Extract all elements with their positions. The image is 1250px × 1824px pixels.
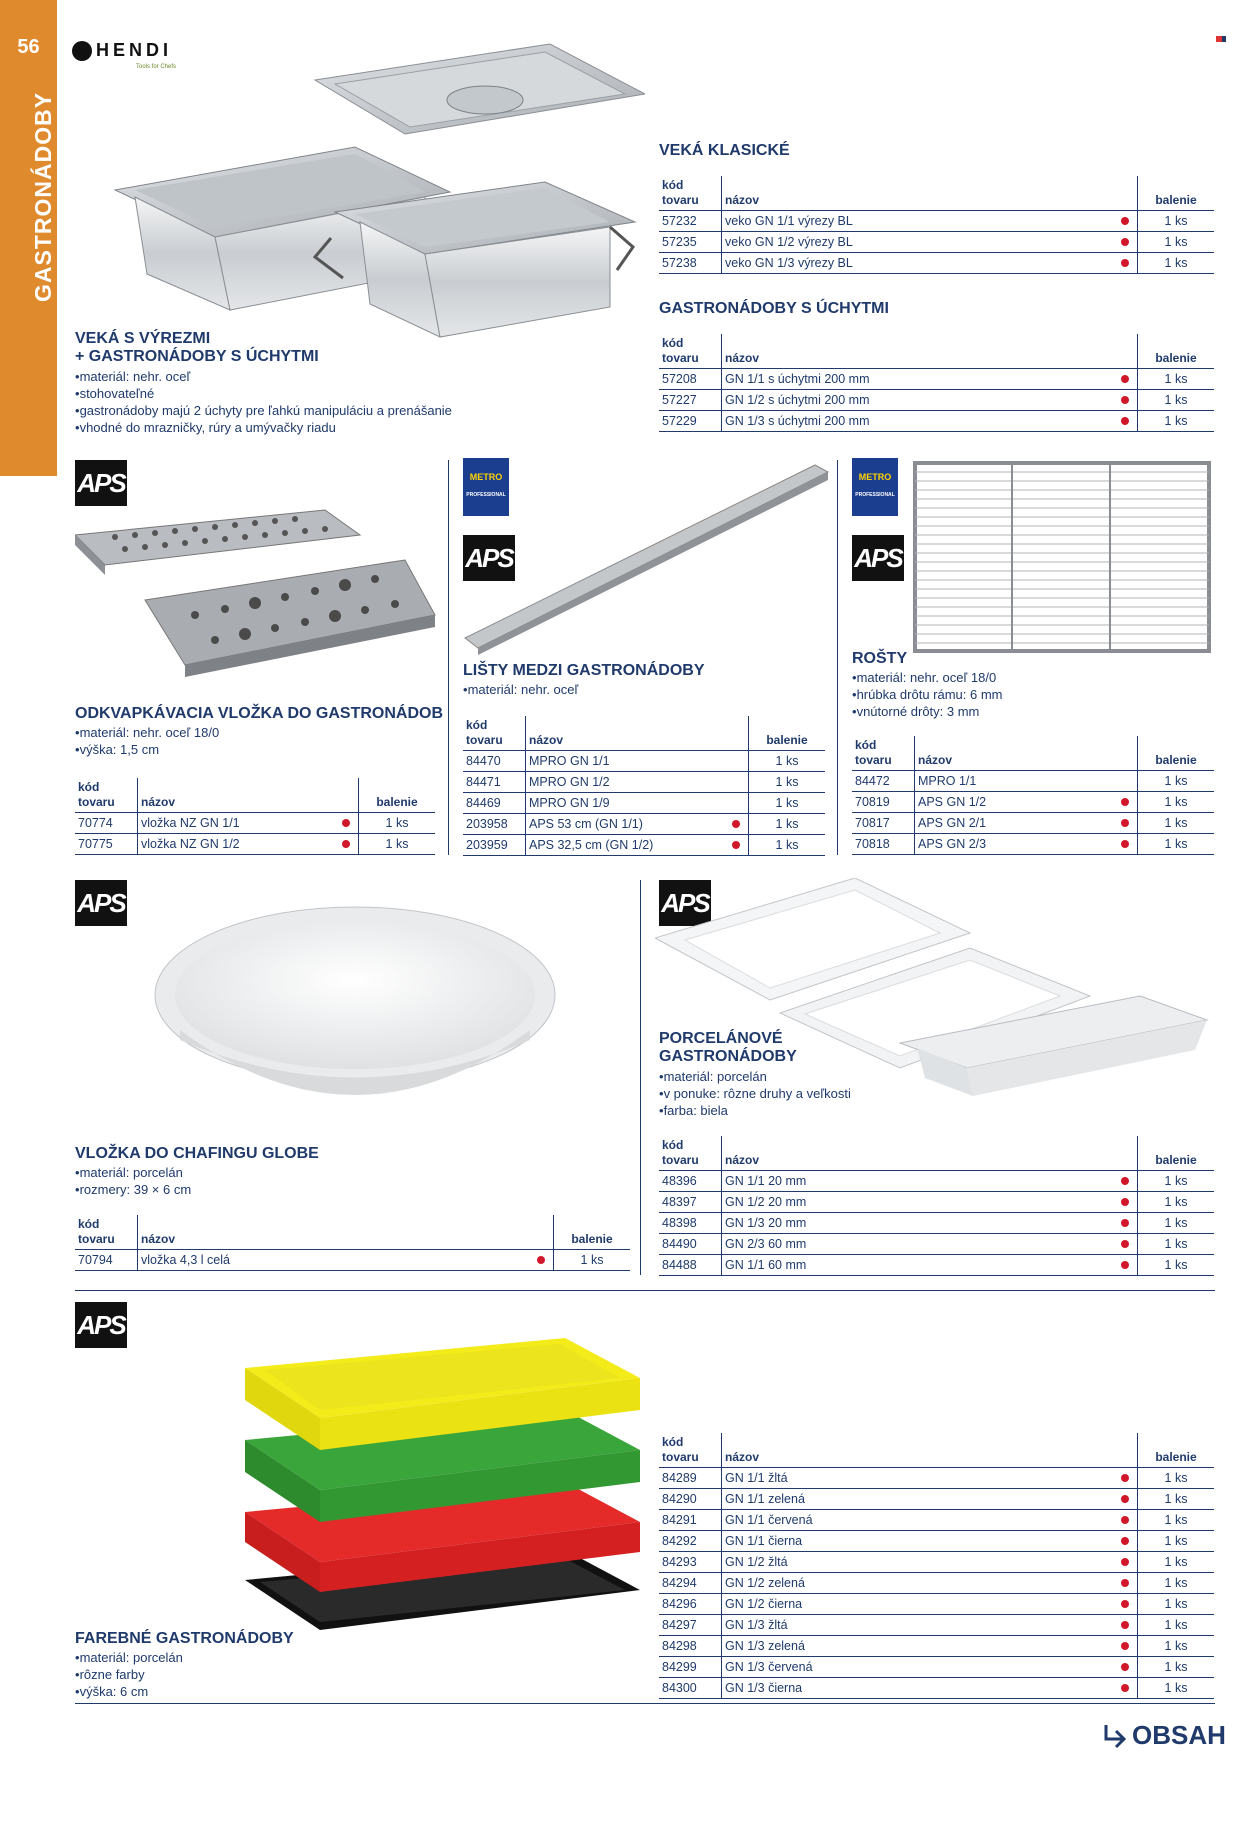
availability-dot-icon: [342, 840, 350, 848]
dot: [1113, 1573, 1138, 1594]
availability-dot-icon: [1121, 1516, 1129, 1524]
availability-dot-icon: [1121, 238, 1129, 246]
porcelanove-bullets: • materiál: porcelán • v ponuke: rôzne druhy a veľkosti • farba: biela: [659, 1068, 851, 1119]
dot: [1113, 1171, 1138, 1192]
table-row: [659, 1234, 1214, 1255]
metro-badge: METRO PROFESSIONAL: [852, 458, 898, 516]
chafing-bullets: • materiál: porcelán • rozmery: 39 × 6 cm: [75, 1164, 191, 1198]
product-name: GN 1/3 s úchytmi 200 mm: [722, 411, 1114, 432]
dot: [724, 835, 749, 856]
table-row: [852, 813, 1214, 834]
logo-mark-icon: [72, 41, 92, 61]
aps-badge: APS: [852, 535, 904, 581]
product-code: 84472: [852, 771, 915, 792]
product-code: 57208: [659, 369, 722, 390]
product-pack: 1 ks: [359, 813, 436, 834]
porcelanove-table: kód tovaru názov balenie 48396 GN 1/1 20 mm 1 ks 48397 GN 1/2 20 mm 1 ks 48398 GN 1/3 20 mm 1 ks 84490 GN 2/3 60 mm 1 ks 84488 GN 1/1 60 mm 1 ks: [659, 1136, 1214, 1276]
rosty-bullets: • materiál: nehr. oceľ 18/0 • hrúbka drôtu rámu: 6 mm • vnútorné drôty: 3 mm: [852, 669, 1003, 720]
colored-containers-image: [240, 1300, 645, 1645]
product-pack: 1 ks: [1138, 1615, 1215, 1636]
product-code: 84294: [659, 1573, 722, 1594]
product-code: 84471: [463, 772, 526, 793]
product-pack: 1 ks: [1138, 1510, 1215, 1531]
product-pack: 1 ks: [1138, 1531, 1215, 1552]
table-row: [852, 792, 1214, 813]
table-row: [659, 1510, 1214, 1531]
dot: [1113, 1255, 1138, 1276]
product-code: 84469: [463, 793, 526, 814]
product-code: 84292: [659, 1531, 722, 1552]
odkvapkavacia-table: kód tovaru názov balenie 70774 vložka NZ GN 1/1 1 ks 70775 vložka NZ GN 1/2 1 ks: [75, 778, 435, 855]
product-code: 57235: [659, 232, 722, 253]
product-pack: 1 ks: [1138, 369, 1215, 390]
product-pack: 1 ks: [749, 772, 826, 793]
dot: [334, 834, 359, 855]
table-row: [659, 1255, 1214, 1276]
product-code: 84300: [659, 1678, 722, 1699]
availability-dot-icon: [732, 820, 740, 828]
product-pack: 1 ks: [1138, 1489, 1215, 1510]
product-name: GN 1/1 60 mm: [722, 1255, 1114, 1276]
availability-dot-icon: [1121, 1495, 1129, 1503]
availability-dot-icon: [1121, 1261, 1129, 1269]
product-name: GN 1/3 žltá: [722, 1615, 1114, 1636]
availability-dot-icon: [1121, 1219, 1129, 1227]
availability-dot-icon: [1121, 1663, 1129, 1671]
porcelanove-title-1: PORCELÁNOVÉ: [659, 1030, 783, 1047]
listy-bullets: • materiál: nehr. oceľ: [463, 681, 578, 698]
table-row: [659, 1657, 1214, 1678]
chafing-insert-image: [150, 900, 560, 1110]
column-divider: [837, 460, 838, 855]
dot: [1113, 232, 1138, 253]
table-row: [463, 835, 825, 856]
listy-title: LIŠTY MEDZI GASTRONÁDOBY: [463, 662, 705, 679]
dot: [1113, 834, 1138, 855]
dot: [1113, 1552, 1138, 1573]
odkvapkavacia-title: ODKVAPKÁVACIA VLOŽKA DO GASTRONÁDOB: [75, 705, 443, 722]
table-row: [463, 772, 825, 793]
product-name: GN 1/1 20 mm: [722, 1171, 1114, 1192]
product-pack: 1 ks: [1138, 1573, 1215, 1594]
availability-dot-icon: [1121, 396, 1129, 404]
column-divider: [640, 880, 641, 1275]
product-pack: 1 ks: [1138, 253, 1215, 274]
listy-table: kód tovaru názov balenie 84470 MPRO GN 1/1 1 ks 84471 MPRO GN 1/2 1 ks 84469 MPRO GN 1/9 1 ks 203958 APS 53 cm (GN 1/1) 1 ks 203959 APS 32,5 cm (GN 1/2) 1 ks: [463, 716, 825, 856]
product-code: 57232: [659, 211, 722, 232]
dot: [724, 814, 749, 835]
table-row: [659, 1678, 1214, 1699]
product-pack: 1 ks: [1138, 1636, 1215, 1657]
table-row: [75, 834, 435, 855]
veka-uchyty-title-2: + GASTRONÁDOBY S ÚCHYTMI: [75, 348, 319, 365]
product-code: 48398: [659, 1213, 722, 1234]
table-row: [659, 1171, 1214, 1192]
product-code: 70774: [75, 813, 138, 834]
availability-dot-icon: [1121, 1198, 1129, 1206]
dot: [724, 751, 749, 772]
product-code: 70775: [75, 834, 138, 855]
product-name: GN 1/1 žltá: [722, 1468, 1114, 1489]
product-code: 70817: [852, 813, 915, 834]
arrow-return-icon: [1100, 1721, 1132, 1753]
product-name: GN 1/3 20 mm: [722, 1213, 1114, 1234]
dot: [1113, 390, 1138, 411]
page-number: 56: [17, 36, 40, 58]
dot: [1113, 1213, 1138, 1234]
availability-dot-icon: [1121, 1537, 1129, 1545]
dot: [1113, 1678, 1138, 1699]
table-row: [659, 1213, 1214, 1234]
dot: [1113, 813, 1138, 834]
veka-uchyty-bullets: • materiál: nehr. oceľ • stohovateľné • gastronádoby majú 2 úchyty pre ľahkú manipuláciu a prenášanie • vhodné do mrazničky, rúry a umývačky riadu: [75, 368, 635, 436]
farebne-title: FAREBNÉ GASTRONÁDOBY: [75, 1630, 294, 1647]
table-row: [659, 1573, 1214, 1594]
product-pack: 1 ks: [1138, 1468, 1215, 1489]
product-code: 48397: [659, 1192, 722, 1213]
availability-dot-icon: [1121, 417, 1129, 425]
rosty-title: ROŠTY: [852, 650, 908, 667]
product-name: vložka 4,3 l celá: [138, 1250, 530, 1271]
availability-dot-icon: [1121, 840, 1129, 848]
product-name: GN 1/2 zelená: [722, 1573, 1114, 1594]
farebne-bullets: • materiál: porcelán • rôzne farby • výška: 6 cm: [75, 1649, 183, 1700]
wire-grid-image: [912, 460, 1212, 655]
product-name: GN 1/1 čierna: [722, 1531, 1114, 1552]
product-pack: 1 ks: [1138, 411, 1215, 432]
dot: [1113, 1234, 1138, 1255]
product-pack: 1 ks: [1138, 1213, 1215, 1234]
product-name: APS 53 cm (GN 1/1): [526, 814, 725, 835]
product-code: 84298: [659, 1636, 722, 1657]
dot: [1113, 1657, 1138, 1678]
brand-tagline: Tools for Chefs: [136, 64, 177, 70]
dot: [1113, 1192, 1138, 1213]
gastronadoby-uchyty-table: kód tovaru názov balenie 57208 GN 1/1 s úchytmi 200 mm 1 ks 57227 GN 1/2 s úchytmi 200 mm 1 ks 57229 GN 1/3 s úchytmi 200 mm 1 ks: [659, 334, 1214, 432]
section-divider: [75, 1703, 1215, 1704]
table-row: [659, 1552, 1214, 1573]
product-name: GN 1/3 čierna: [722, 1678, 1114, 1699]
table-row: [659, 1636, 1214, 1657]
aps-badge: APS: [75, 880, 127, 926]
product-code: 84297: [659, 1615, 722, 1636]
table-row: [852, 771, 1214, 792]
table-row: [659, 1615, 1214, 1636]
obsah-link[interactable]: OBSAH: [1100, 1720, 1226, 1753]
drip-tray-insert-image: [75, 505, 440, 680]
product-pack: 1 ks: [749, 751, 826, 772]
farebne-table: kód tovaru názov balenie 84289 GN 1/1 žltá 1 ks 84290 GN 1/1 zelená 1 ks 84291 GN 1/1 červená 1 ks 84292 GN 1/1 čierna 1 ks 84293 GN 1/2 žltá 1 ks 84294 GN 1/2 zelená 1 ks 84296 GN 1/2 čierna 1 ks 84297 GN 1/3 žltá 1 ks 84298 GN 1/3 zelená 1 ks 84299 GN 1/3 červená 1 ks 84300 GN 1/3 čierna 1 ks: [659, 1433, 1214, 1699]
aps-badge: APS: [75, 460, 127, 506]
aps-badge: APS: [659, 880, 711, 926]
dot: [1113, 1489, 1138, 1510]
product-code: 70819: [852, 792, 915, 813]
product-code: 84293: [659, 1552, 722, 1573]
section-divider: [75, 1290, 1215, 1291]
product-code: 84299: [659, 1657, 722, 1678]
product-code: 70818: [852, 834, 915, 855]
product-code: 84470: [463, 751, 526, 772]
veka-klasicke-table: kód tovaru názov balenie 57232 veko GN 1/1 výrezy BL 1 ks 57235 veko GN 1/2 výrezy BL 1 ks 57238 veko GN 1/3 výrezy BL 1 ks: [659, 176, 1214, 274]
rosty-table: kód tovaru názov balenie 84472 MPRO 1/1 1 ks 70819 APS GN 1/2 1 ks 70817 APS GN 2/1 1 ks 70818 APS GN 2/3 1 ks: [852, 736, 1214, 855]
availability-dot-icon: [1121, 1240, 1129, 1248]
dot: [1113, 792, 1138, 813]
product-name: vložka NZ GN 1/1: [138, 813, 335, 834]
table-row: [659, 411, 1214, 432]
table-row: [659, 1468, 1214, 1489]
product-name: veko GN 1/1 výrezy BL: [722, 211, 1114, 232]
dot: [724, 772, 749, 793]
table-row: [659, 211, 1214, 232]
product-name: MPRO GN 1/2: [526, 772, 725, 793]
availability-dot-icon: [1121, 1177, 1129, 1185]
product-code: 57229: [659, 411, 722, 432]
product-pack: 1 ks: [1138, 232, 1215, 253]
gastronadoby-uchyty-title: GASTRONÁDOBY S ÚCHYTMI: [659, 300, 889, 317]
table-row: [659, 1531, 1214, 1552]
product-code: 48396: [659, 1171, 722, 1192]
table-row: [75, 813, 435, 834]
product-code: 84289: [659, 1468, 722, 1489]
product-name: GN 1/2 s úchytmi 200 mm: [722, 390, 1114, 411]
product-pack: 1 ks: [1138, 1594, 1215, 1615]
table-row: [659, 1594, 1214, 1615]
dot: [1113, 369, 1138, 390]
table-row: [659, 232, 1214, 253]
dot: [1113, 1615, 1138, 1636]
product-pack: 1 ks: [1138, 390, 1215, 411]
product-pack: 1 ks: [359, 834, 436, 855]
product-pack: 1 ks: [1138, 771, 1215, 792]
product-code: 84488: [659, 1255, 722, 1276]
product-name: GN 1/1 s úchytmi 200 mm: [722, 369, 1114, 390]
odkvapkavacia-bullets: • materiál: nehr. oceľ 18/0 • výška: 1,5 cm: [75, 724, 219, 758]
product-name: veko GN 1/3 výrezy BL: [722, 253, 1114, 274]
product-name: vložka NZ GN 1/2: [138, 834, 335, 855]
aps-badge: APS: [75, 1302, 127, 1348]
table-row: [659, 253, 1214, 274]
aps-badge: APS: [463, 535, 515, 581]
dot: [1113, 253, 1138, 274]
table-row: [463, 751, 825, 772]
dot: [1113, 1531, 1138, 1552]
availability-dot-icon: [732, 841, 740, 849]
product-code: 203958: [463, 814, 526, 835]
product-code: 70794: [75, 1250, 138, 1271]
product-code: 57227: [659, 390, 722, 411]
availability-dot-icon: [1121, 1621, 1129, 1629]
dot: [1113, 771, 1138, 792]
section-title: [30, 254, 57, 302]
availability-dot-icon: [1121, 819, 1129, 827]
dot: [1113, 1594, 1138, 1615]
availability-dot-icon: [1121, 1684, 1129, 1692]
product-pack: 1 ks: [1138, 813, 1215, 834]
table-row: [659, 390, 1214, 411]
product-pack: 1 ks: [1138, 1255, 1215, 1276]
product-pack: 1 ks: [1138, 1234, 1215, 1255]
product-name: APS 32,5 cm (GN 1/2): [526, 835, 725, 856]
product-name: GN 1/2 20 mm: [722, 1192, 1114, 1213]
product-name: MPRO 1/1: [915, 771, 1114, 792]
availability-dot-icon: [1121, 1600, 1129, 1608]
product-pack: 1 ks: [749, 814, 826, 835]
product-name: veko GN 1/2 výrezy BL: [722, 232, 1114, 253]
product-code: 84291: [659, 1510, 722, 1531]
product-name: GN 1/3 zelená: [722, 1636, 1114, 1657]
product-name: MPRO GN 1/9: [526, 793, 725, 814]
availability-dot-icon: [1121, 798, 1129, 806]
availability-dot-icon: [1121, 1642, 1129, 1650]
product-pack: 1 ks: [1138, 834, 1215, 855]
table-row: [75, 1250, 630, 1271]
product-pack: 1 ks: [1138, 1657, 1215, 1678]
product-name: GN 1/2 žltá: [722, 1552, 1114, 1573]
product-pack: 1 ks: [1138, 1192, 1215, 1213]
product-code: 84490: [659, 1234, 722, 1255]
dot: [334, 813, 359, 834]
product-pack: 1 ks: [1138, 1552, 1215, 1573]
veka-klasicke-title: VEKÁ KLASICKÉ: [659, 142, 790, 159]
product-code: 57238: [659, 253, 722, 274]
dot: [1113, 1636, 1138, 1657]
availability-dot-icon: [1121, 259, 1129, 267]
table-row: [463, 793, 825, 814]
dot: [1113, 411, 1138, 432]
dot: [1113, 1510, 1138, 1531]
dot: [724, 793, 749, 814]
availability-dot-icon: [342, 819, 350, 827]
availability-dot-icon: [537, 1256, 545, 1264]
product-pack: 1 ks: [1138, 792, 1215, 813]
table-row: [463, 814, 825, 835]
chafing-table: kód tovaru názov balenie 70794 vložka 4,3 l celá 1 ks: [75, 1215, 630, 1271]
product-pack: 1 ks: [554, 1250, 631, 1271]
column-divider: [448, 460, 449, 855]
availability-dot-icon: [1121, 1558, 1129, 1566]
availability-dot-icon: [1121, 217, 1129, 225]
availability-dot-icon: [1121, 1474, 1129, 1482]
veka-uchyty-title-1: VEKÁ S VÝREZMI: [75, 330, 211, 347]
table-row: [659, 1192, 1214, 1213]
product-name: GN 1/1 červená: [722, 1510, 1114, 1531]
table-row: [659, 1489, 1214, 1510]
product-name: APS GN 2/1: [915, 813, 1114, 834]
product-pack: 1 ks: [749, 835, 826, 856]
product-code: 84296: [659, 1594, 722, 1615]
table-row: [659, 369, 1214, 390]
porcelanove-title-2: GASTRONÁDOBY: [659, 1048, 797, 1065]
availability-dot-icon: [1121, 375, 1129, 383]
corner-mark-icon-2: [1222, 36, 1226, 42]
brand-logo: HENDI: [72, 40, 172, 61]
divider-bar-image: [460, 460, 830, 655]
product-name: GN 1/2 čierna: [722, 1594, 1114, 1615]
product-name: GN 1/1 zelená: [722, 1489, 1114, 1510]
product-name: APS GN 1/2: [915, 792, 1114, 813]
chafing-title: VLOŽKA DO CHAFINGU GLOBE: [75, 1145, 319, 1162]
product-name: MPRO GN 1/1: [526, 751, 725, 772]
product-pack: 1 ks: [1138, 1678, 1215, 1699]
product-code: 203959: [463, 835, 526, 856]
product-pack: 1 ks: [749, 793, 826, 814]
product-code: 84290: [659, 1489, 722, 1510]
table-row: [852, 834, 1214, 855]
product-pack: 1 ks: [1138, 1171, 1215, 1192]
dot: [1113, 1468, 1138, 1489]
dot: [1113, 211, 1138, 232]
dot: [529, 1250, 554, 1271]
product-name: GN 1/3 červená: [722, 1657, 1114, 1678]
gastronorm-containers-image: [105, 42, 645, 342]
metro-badge: METRO PROFESSIONAL: [463, 458, 509, 516]
product-pack: 1 ks: [1138, 211, 1215, 232]
product-name: GN 2/3 60 mm: [722, 1234, 1114, 1255]
product-name: APS GN 2/3: [915, 834, 1114, 855]
availability-dot-icon: [1121, 1579, 1129, 1587]
